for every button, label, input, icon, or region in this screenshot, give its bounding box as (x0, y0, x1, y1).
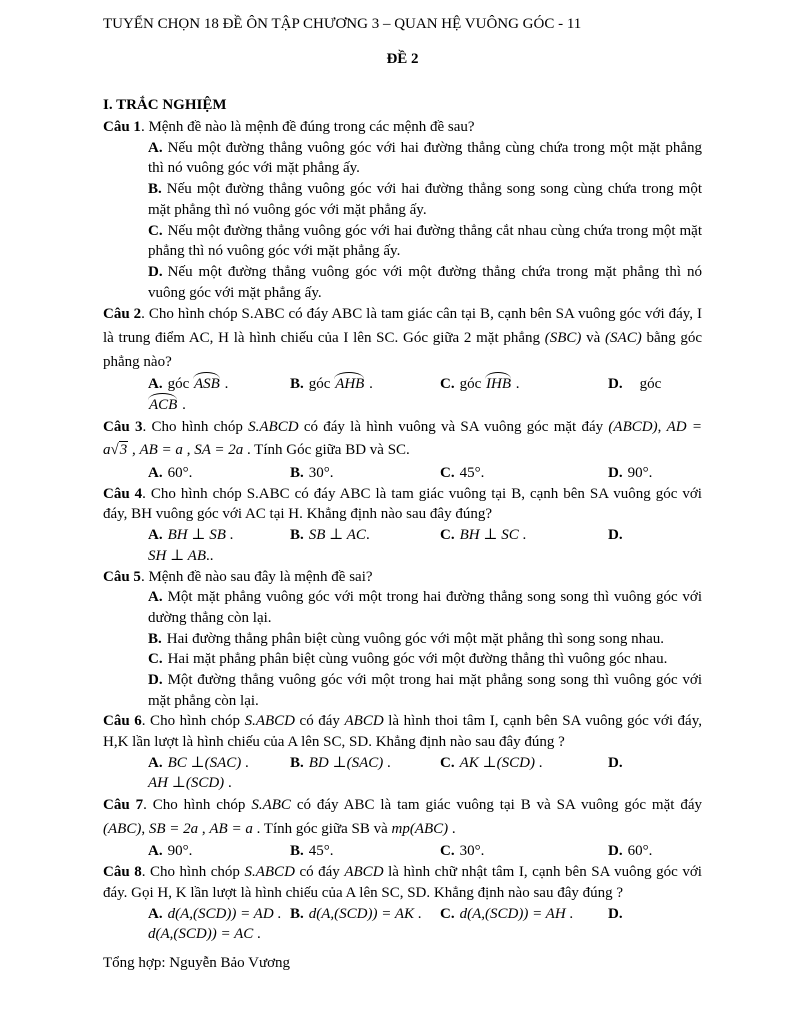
option-letter: B. (290, 527, 304, 544)
answer-option (290, 463, 440, 484)
question-stem (103, 117, 702, 138)
answer-option (608, 841, 702, 862)
question-stem (103, 567, 702, 588)
option-letter: D. (608, 843, 623, 860)
text-segment: 45°. (308, 843, 334, 860)
text-segment: . Cho hình chóp (143, 797, 252, 814)
math-text: SB = 2a (148, 820, 199, 837)
text-segment: có đáy (295, 713, 345, 730)
question-label: Câu 3 (103, 418, 143, 435)
question-stem (103, 416, 702, 463)
option-letter: D. (608, 376, 623, 393)
answer-options-row (103, 841, 702, 862)
question (103, 416, 702, 484)
text-segment: 30°. (308, 465, 334, 482)
text-segment: . Tính góc giữa SB và (252, 820, 392, 837)
text-segment: bằng góc phẳng nào? (103, 329, 702, 370)
math-text: (ABC) (103, 820, 142, 837)
text-segment: . Cho hình chóp (141, 713, 245, 730)
text-segment: . (178, 397, 186, 413)
text-segment: là hình thoi tâm I, cạnh bên SA vuông góc với đáy, H,K lần lượt là hình chiếu của A lên SC, SD. Khẳng định nào sau đây đúng ? (103, 713, 702, 750)
math-text: ABCD (344, 864, 384, 881)
answer-option (103, 670, 702, 711)
option-letter: C. (148, 222, 163, 239)
option-letter: B. (290, 376, 304, 393)
text-segment: có đáy ABC là tam giác vuông tại B và SA vuông góc mặt đáy (290, 797, 702, 814)
answer-option (440, 525, 608, 546)
question (103, 117, 702, 303)
answer-option (148, 904, 290, 925)
math-text: ABCD (344, 713, 384, 730)
text-segment: và (581, 329, 606, 346)
text-segment: . (414, 905, 422, 922)
answer-option (103, 262, 702, 303)
text-segment: . (365, 376, 373, 393)
answer-option (608, 463, 702, 484)
text-segment: 60°. (627, 843, 653, 860)
option-letter: C. (440, 843, 455, 860)
text-segment: có đáy (294, 864, 345, 881)
answer-option (608, 904, 702, 925)
text-segment: có đáy là hình vuông và SA vuông góc mặt đáy (298, 418, 609, 435)
answer-option (440, 753, 608, 774)
question-stem (103, 862, 702, 903)
text-segment: Hai đường thẳng phân biệt cùng vuông góc với một mặt phẳng thì song song nhau. (166, 630, 665, 647)
math-text: S.ABCD (244, 713, 295, 730)
text-segment: . (365, 527, 370, 544)
option-letter: B. (148, 630, 162, 647)
answer-option (290, 525, 440, 546)
text-segment: . (512, 376, 520, 393)
answer-option (148, 374, 290, 395)
text-segment: Nếu một đường thẳng vuông góc với hai đường thẳng cắt nhau cùng chứa trong một mặt phẳng thì nó vuông góc với mặt phẳng ấy. (148, 222, 702, 260)
math-text: S.ABC (251, 797, 291, 814)
question-stem (103, 711, 702, 752)
math-text: (SBC) (544, 329, 582, 346)
math-text: S.ABCD (244, 864, 295, 881)
option-letter: B. (290, 465, 304, 482)
option-letter: A. (148, 376, 163, 393)
math-text: AH ⊥(SCD) (148, 775, 225, 792)
option-letter: D. (148, 263, 163, 280)
math-text: BH ⊥ SC (459, 527, 519, 544)
section-heading: I. TRẮC NGHIỆM (103, 97, 227, 114)
answer-option (148, 463, 290, 484)
option-letter: D. (148, 671, 163, 688)
text-segment: . Cho hình chóp S.ABC có đáy ABC là tam giác cân tại B, cạnh bên SA vuông góc với đáy, I là trung điểm AC, H là hình chiếu của I lên SC. Góc giữa 2 mặt phẳng (103, 306, 702, 346)
questions (103, 117, 702, 945)
question (103, 862, 702, 945)
text-segment: 45°. (459, 465, 485, 482)
text-segment: . Mệnh đề nào là mệnh đề đúng trong các mệnh đề sau? (140, 119, 475, 136)
math-text: (SAC) (605, 329, 642, 346)
text-segment: góc (308, 376, 335, 393)
answer-option (608, 525, 702, 546)
option-letter: A. (148, 754, 163, 771)
question-label: Câu 6 (103, 713, 142, 730)
math-text: d(A,(SCD)) = AD (167, 905, 274, 922)
math-text: AB = a (209, 820, 253, 837)
text-segment: Nếu một đường thẳng vuông góc với hai đường thẳng song song cùng chứa trong một mặt phẳng thì nó vuông góc với mặt phẳng ấy. (148, 181, 702, 218)
math-text: BC ⊥(SAC) (167, 754, 242, 771)
answer-option (608, 753, 702, 774)
question-label: Câu 7 (103, 797, 144, 814)
answer-option (103, 587, 702, 628)
answer-option (103, 221, 702, 262)
text-segment: . (383, 754, 391, 771)
option-letter: A. (148, 843, 163, 860)
math-text: SA = 2a (194, 442, 244, 459)
text-segment: , (141, 820, 149, 837)
answer-options-row (103, 374, 702, 395)
answer-option-continuation (103, 395, 702, 416)
answer-option (103, 138, 702, 179)
text-segment: là hình chữ nhật tâm I, cạnh bên SA vuông góc với đáy. Gọi H, K lần lượt là hình chiếu của A lên SC, SD. Khẳng định nào sau đây đúng ? (103, 864, 702, 901)
text-segment: góc (167, 376, 194, 393)
exam-number: ĐỀ 2 (386, 50, 419, 67)
option-letter: A. (148, 905, 163, 922)
answer-option (103, 649, 702, 670)
option-letter: B. (290, 754, 304, 771)
option-letter: A. (148, 139, 163, 156)
math-text: d(A,(SCD)) = AC (148, 926, 254, 943)
math-text: SH ⊥ AB (148, 547, 206, 564)
math-text: (ABCD) (608, 418, 658, 435)
text-segment: . (241, 754, 249, 771)
text-segment: góc (459, 376, 486, 393)
option-letter: C. (440, 905, 455, 922)
page-title: TUYỂN CHỌN 18 ĐỀ ÔN TẬP CHƯƠNG 3 – QUAN HỆ VUÔNG GÓC - 11 (103, 16, 582, 32)
answer-option (290, 374, 440, 395)
math-text: d(A,(SCD)) = AH (459, 905, 566, 922)
answer-option (103, 179, 702, 220)
answer-options-row (103, 463, 702, 484)
text-segment: 90°. (627, 465, 653, 482)
option-letter: C. (440, 465, 455, 482)
math-text: AB = a (139, 442, 183, 459)
option-letter: B. (290, 843, 304, 860)
text-segment: . (448, 820, 456, 837)
answer-option (148, 525, 290, 546)
angle-arc-text: IHB (485, 374, 512, 395)
option-letter: C. (440, 376, 455, 393)
answer-option (608, 374, 702, 395)
math-text: mp(ABC) (391, 820, 449, 837)
text-segment: Hai mặt phẳng phân biệt cùng vuông góc với một đường thẳng thì vuông góc nhau. (167, 651, 668, 668)
math-text: S.ABCD (248, 418, 299, 435)
answer-option-continuation (103, 773, 702, 794)
text-segment: . (273, 905, 282, 922)
answer-option (440, 374, 608, 395)
text-segment: . (253, 926, 261, 943)
math-text: BD ⊥(SAC) (308, 754, 384, 771)
sqrt-expression: √3 (110, 442, 128, 459)
question-stem (103, 303, 702, 374)
text-segment: . (518, 527, 527, 544)
text-segment: . Tính Góc giữa BD và SC. (243, 442, 410, 459)
question-label: Câu 1 (103, 119, 141, 136)
math-text: AD = a (103, 418, 702, 459)
option-letter: A. (148, 527, 163, 544)
answer-option (103, 629, 702, 650)
option-letter: C. (440, 754, 455, 771)
text-segment: Một mặt phẳng vuông góc với một trong hai đường thẳng song song thì vuông góc với dường thẳng còn lại. (148, 589, 702, 626)
answer-option (290, 753, 440, 774)
text-segment: Nếu một đường thẳng vuông góc với hai đường thẳng cùng chứa trong một mặt phẳng thì nó vuông góc với mặt phẳng ấy. (148, 139, 702, 177)
text-segment: . (534, 754, 543, 771)
answer-option-continuation (103, 546, 702, 567)
text-segment: góc (639, 376, 662, 393)
question (103, 567, 702, 712)
option-letter: C. (148, 651, 163, 668)
text-segment: . Cho hình chóp (141, 864, 245, 881)
math-text: d(A,(SCD)) = AK (308, 905, 415, 922)
option-letter: D. (608, 527, 623, 544)
text-segment: . (220, 376, 229, 393)
text-segment: . Mệnh đề nào sau đây là mệnh đề sai? (140, 568, 373, 585)
text-segment: , (198, 820, 210, 837)
text-segment: 60°. (167, 465, 193, 482)
question-label: Câu 4 (103, 485, 143, 502)
option-letter: A. (148, 589, 163, 606)
question (103, 484, 702, 567)
angle-arc-text: ACB (148, 395, 178, 416)
answer-option (440, 841, 608, 862)
radicand: 3 (119, 442, 128, 459)
answer-options-row (103, 753, 702, 774)
angle-arc-text: AHB (334, 374, 365, 395)
option-letter: D. (608, 465, 623, 482)
text-segment: 30°. (459, 843, 485, 860)
option-letter: A. (148, 465, 163, 482)
math-text: AK ⊥(SCD) (459, 754, 535, 771)
text-segment: Một đường thẳng vuông góc với một trong hai mặt phẳng song song thì vuông góc với mặt phẳng còn lại. (148, 671, 702, 709)
answer-option-continuation (103, 924, 702, 945)
question-stem (103, 794, 702, 841)
option-letter: C. (440, 527, 455, 544)
text-segment: , (182, 442, 195, 459)
option-letter: B. (290, 905, 304, 922)
angle-arc-text: ASB (193, 374, 221, 395)
option-letter: D. (608, 754, 623, 771)
answer-option (440, 463, 608, 484)
answer-option (290, 841, 440, 862)
text-segment: , (657, 418, 667, 435)
question (103, 303, 702, 415)
text-segment: . (225, 527, 234, 544)
math-text: BH ⊥ SB (167, 527, 226, 544)
math-text: SB ⊥ AC (308, 527, 366, 544)
answer-option (148, 753, 290, 774)
option-letter: B. (148, 181, 162, 198)
text-segment: . Cho hình chóp (142, 418, 249, 435)
question-stem (103, 484, 702, 525)
answer-options-row (103, 525, 702, 546)
answer-option (148, 841, 290, 862)
text-segment: . (224, 775, 232, 792)
footer-credit: Tổng hợp: Nguyễn Bảo Vương (103, 954, 291, 971)
question-label: Câu 5 (103, 568, 141, 585)
answer-option (440, 904, 608, 925)
text-segment: 90°. (167, 843, 193, 860)
question-label: Câu 2 (103, 306, 142, 323)
answer-option (290, 904, 440, 925)
option-letter: D. (608, 905, 623, 922)
question (103, 711, 702, 794)
answer-options-row (103, 904, 702, 925)
text-segment: , (128, 442, 140, 459)
text-segment: . (565, 905, 574, 922)
text-segment: . Cho hình chóp S.ABC có đáy ABC là tam giác vuông tại B, cạnh bên SA vuông góc với đáy, BH vuông góc với AC tại H. Khẳng định nào sau đây đúng? (103, 485, 702, 523)
question (103, 794, 702, 862)
question-label: Câu 8 (103, 864, 142, 881)
text-segment: Nếu một đường thẳng vuông góc với một đường thẳng chứa trong mặt phẳng thì nó vuông góc với mặt phẳng ấy. (148, 263, 702, 301)
text-segment: .. (206, 547, 214, 564)
